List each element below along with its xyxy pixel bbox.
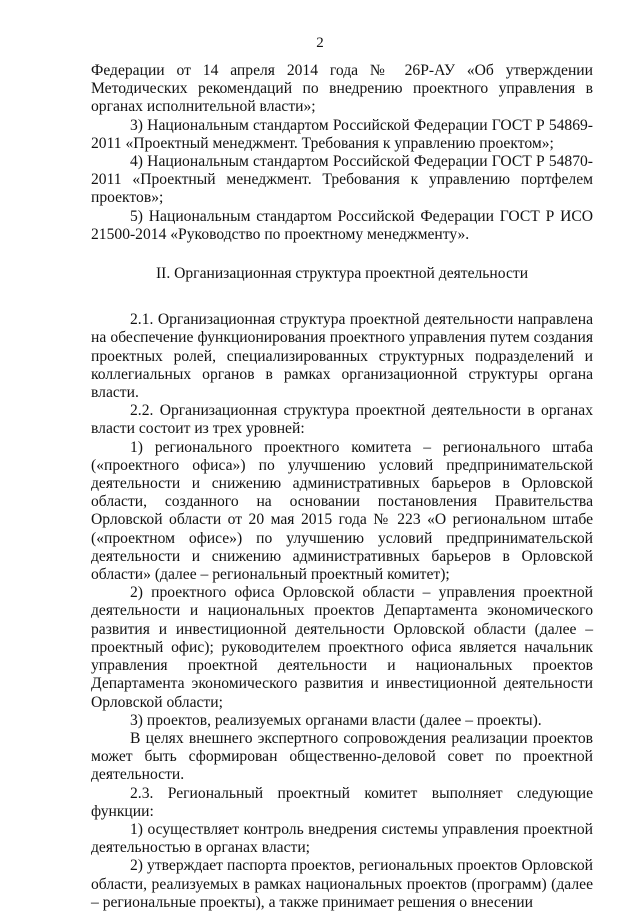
section-heading: II. Организационная структура проектной деятельности [155,265,529,283]
paragraph-2-1: 2.1. Организационная структура проектной деятельности направлена на обеспечение функционирования проектного управления путем создания проектных ролей, специализированных структурных подразделений и коллегиальных органов в рамках организационной структуры органа власти. [91,311,593,402]
paragraph-item-4: 4) Национальным стандартом Российской Федерации ГОСТ Р 54870-2011 «Проектный менеджмент. Требования к управлению портфелем проектов»; [91,153,593,207]
document-body [91,62,593,912]
paragraph-council: В целях внешнего экспертного сопровождения реализации проектов может быть сформирован общественно-деловой совет по проектной деятельности. [91,729,593,784]
paragraph-2-2: 2.2. Организационная структура проектной деятельности в органах власти состоит из трех уровней: [91,402,593,438]
paragraph-function-1: 1) осуществляет контроль внедрения системы управления проектной деятельностью в органах власти; [91,820,593,857]
paragraph-level-2: 2) проектного офиса Орловской области – управления проектной деятельности и национальных проектов Департамента экономического развития и инвестиционной деятельности Орловской области (далее – проектный офис); руководителем проектного офиса является начальник управления проектной деятельности и национальных проектов Департамента экономического развития и инвестиционной деятельности Орловской области; [91,584,593,711]
paragraph-level-1: 1) регионального проектного комитета – регионального штаба («проектного офиса») по улучшению условий предпринимательской деятельности и снижению административных барьеров в Орловской области, созданного на основании постановления Правительства Орловской области от 20 мая 2015 года № 223 «О региональном штабе («проектном офисе») по улучшению условий предпринимательской деятельности и снижению административных барьеров в Орловской области» (далее – региональный проектный комитет); [91,438,593,584]
paragraph-item-5: 5) Национальным стандартом Российской Федерации ГОСТ Р ИСО 21500-2014 «Руководство по проектному менеджменту». [91,207,593,243]
paragraph-function-2: 2) утверждает паспорта проектов, региональных проектов Орловской области, реализуемых в рамках национальных проектов (программ) (далее – региональные проекты), а также принимает решения о внесении [91,857,593,911]
paragraph-continuation: Федерации от 14 апреля 2014 года № 26Р-АУ «Об утверждении Методических рекомендаций по внедрению проектного управления в органах исполнительной власти»; [91,62,593,116]
paragraph-2-3: 2.3. Региональный проектный комитет выполняет следующие функции: [91,784,593,820]
paragraph-item-3: 3) Национальным стандартом Российской Федерации ГОСТ Р 54869-2011 «Проектный менеджмент. Требования к управлению проектом»; [91,116,593,152]
paragraph-level-3: 3) проектов, реализуемых органами власти (далее – проекты). [130,711,542,729]
page-number: 2 [316,35,324,51]
